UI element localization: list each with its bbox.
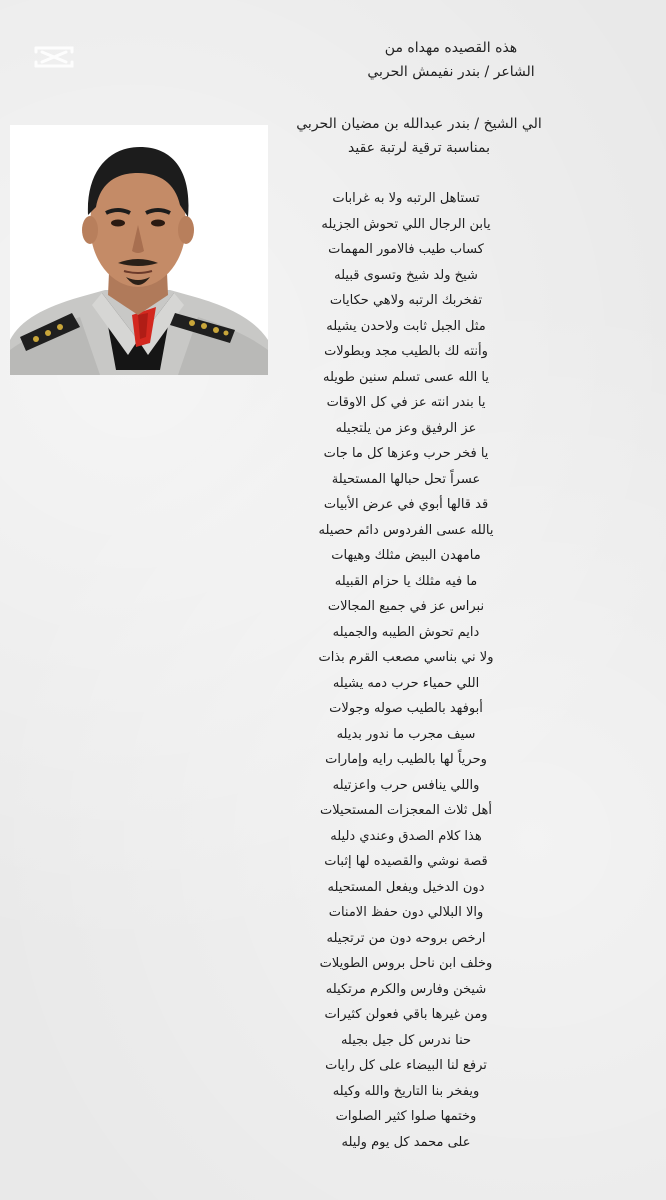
poem-line: يا بندر انته عز في كل الاوقات — [326, 395, 486, 410]
poem-line: ترفع لنا البيضاء على كل رايات — [325, 1058, 487, 1073]
poem-line: تفخربك الرتبه ولاهي حكايات — [329, 293, 483, 308]
poem-line: مامهدن البيض مثلك وهيهات — [331, 548, 481, 563]
poem-line: كساب طيب فالامور المهمات — [328, 242, 484, 257]
poem-line: عسراً تحل حبالها المستحيلة — [331, 471, 481, 487]
poem-line: أبوفهد بالطيب صوله وجولات — [329, 701, 483, 716]
poem-line: واللي ينافس حرب واعزتيله — [332, 777, 480, 793]
poem-line: ومن غيرها باقي فعولن كثيرات — [324, 1007, 488, 1022]
poem-line: والا البلالي دون حفظ الامنات — [328, 905, 484, 920]
poem-line: عز الرفيق وعز من يلتجيله — [335, 420, 477, 436]
poem-line: دون الدخيل ويفعل المستحيله — [327, 879, 485, 895]
poem-verses — [246, 186, 566, 1155]
poem-line: دايم تحوش الطيبه والجميله — [332, 624, 480, 640]
poem-line: تستاهل الرتبه ولا به غرابات — [332, 191, 480, 206]
poem-line: وأنته لك بالطيب مجد وبطولات — [324, 344, 488, 359]
poem-line: سيف مجرب ما ندور بديله — [336, 726, 476, 742]
poem-line: قصة نوشي والقصيده لها إثبات — [324, 854, 488, 869]
poem-line: على محمد كل يوم وليله — [341, 1134, 471, 1150]
poem-line: ولا ني بناسي مصعب القرم بذات — [318, 650, 494, 665]
poem-line: قد قالها أبوي في عرض الأبيات — [323, 497, 489, 512]
dedication-block — [254, 112, 584, 160]
poem-line: وختمها صلوا كثير الصلوات — [335, 1109, 477, 1124]
poem-line: شيخ ولد شيخ وتسوى قبيله — [334, 267, 478, 283]
dedication-line-2: بمناسبة ترقية لرتبة عقيد — [348, 140, 490, 156]
poem-line: يالله عسى الفردوس دائم حصيله — [318, 522, 494, 538]
poem-line: ارخص بروحه دون من ترتجيله — [326, 930, 486, 946]
poem-line: ما فيه مثلك يا حزام القبيله — [334, 573, 478, 589]
poem-line: يابن الرجال اللي تحوش الجزيله — [321, 216, 491, 232]
poem-line: أهل ثلاث المعجزات المستحيلات — [319, 803, 492, 818]
poem-line: شيخن وفارس والكرم مرتكيله — [325, 981, 487, 997]
poem-line: نبراس عز في جميع المجالات — [327, 599, 485, 614]
poem-line: مثل الجبل ثابت ولاحدن يشيله — [326, 318, 486, 334]
poem-line: اللي حمياء حرب دمه يشيله — [332, 675, 480, 691]
officer-portrait-photo — [10, 125, 268, 375]
header-line-1: هذه القصيده مهداه من — [384, 40, 518, 56]
poem-line: وحرياً لها بالطيب رايه وإمارات — [325, 752, 487, 767]
poem-line: هذا كلام الصدق وعندي دليله — [330, 828, 482, 844]
poem-line: وخلف ابن ناحل بروس الطويلات — [319, 956, 493, 971]
header-line-2: الشاعر / بندر نفيمش الحربي — [367, 64, 535, 80]
header-block — [336, 36, 566, 84]
poem-line: ويفخر بنا التاريخ والله وكيله — [332, 1083, 480, 1099]
capcut-logo-icon — [32, 40, 76, 74]
poem-line: يا فخر حرب وعزها كل ما جات — [323, 446, 489, 461]
poem-line: حنا ندرس كل جيل بجيله — [340, 1032, 472, 1048]
dedication-line-1: الي الشيخ / بندر عبدالله بن مضيان الحربي — [296, 116, 542, 132]
poem-line: يا الله عسى تسلم سنين طويله — [322, 369, 490, 385]
